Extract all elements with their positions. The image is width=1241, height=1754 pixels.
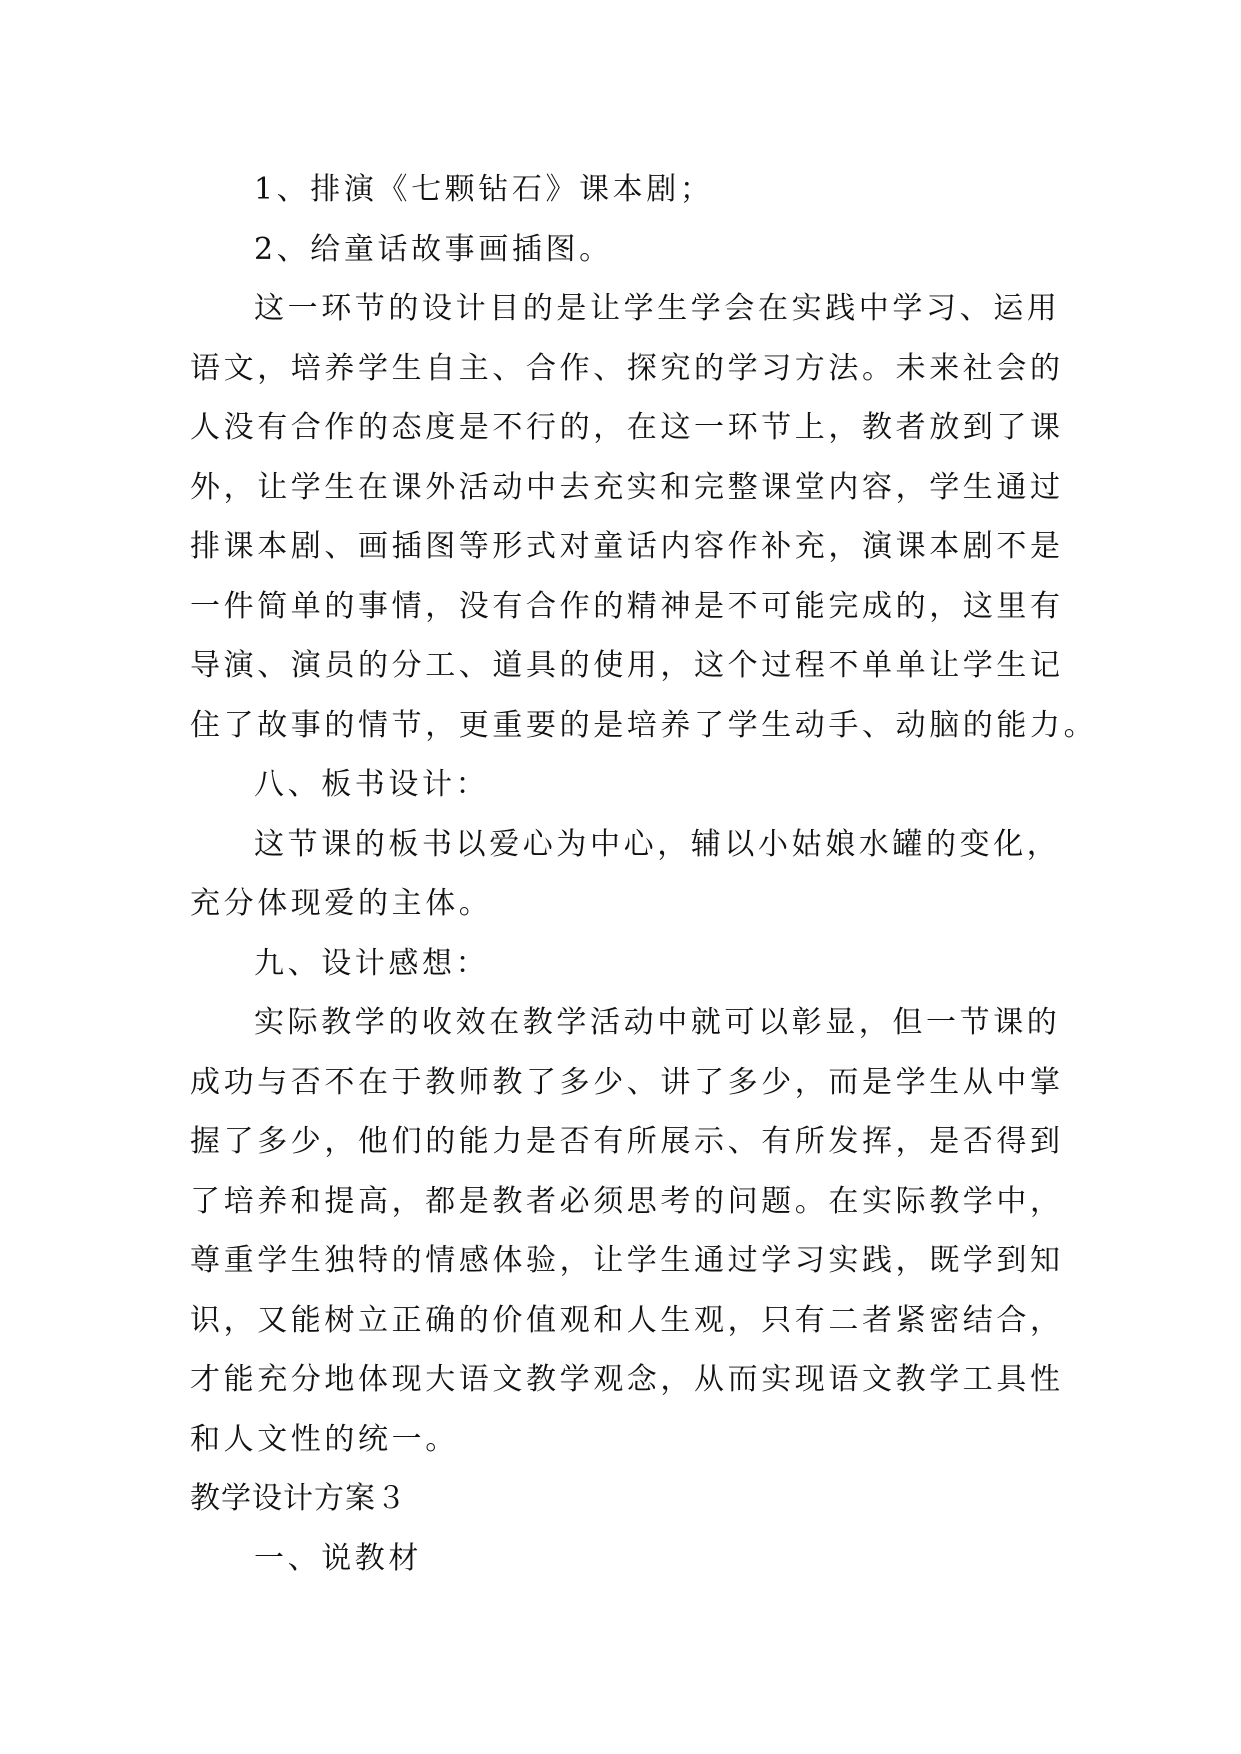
document-body [190,160,1098,1588]
paragraph-line: 了培养和提高，都是教者必须思考的问题。在实际教学中， [190,1183,1064,1219]
paragraph-line: 识，又能树立正确的价值观和人生观，只有二者紧密结合， [190,1302,1064,1338]
paragraph-line: 外，让学生在课外活动中去充实和完整课堂内容，学生通过 [190,469,1064,505]
paragraph-line: 排课本剧、画插图等形式对童话内容作补充，演课本剧不是 [190,529,1064,564]
section-heading-design-reflection: 九、设计感想： [254,945,490,981]
paragraph-line: 尊重学生独特的情感体验，让学生通过学习实践，既学到知 [190,1243,1064,1278]
list-item-rehearse-play: 1、排演《七颗钻石》课本剧； [254,172,714,207]
paragraph-line: 住了故事的情节，更重要的是培养了学生动手、动脑的能力。 [190,707,1098,743]
paragraph-line: 这节课的板书以爱心为中心，辅以小姑娘水罐的变化， [254,826,1061,862]
paragraph-line: 一件简单的事情，没有合作的精神是不可能完成的，这里有 [190,588,1064,624]
paragraph-line: 握了多少，他们的能力是否有所展示、有所发挥，是否得到 [190,1124,1064,1159]
list-item-draw-illustrations: 2、给童话故事画插图。 [254,231,613,267]
paragraph-line: 导演、演员的分工、道具的使用，这个过程不单单让学生记 [190,648,1064,683]
paragraph-line: 成功与否不在于教师教了多少、讲了多少，而是学生从中掌 [190,1064,1064,1100]
paragraph-line: 这一环节的设计目的是让学生学会在实践中学习、运用 [254,291,1061,326]
section-heading-blackboard-design: 八、板书设计： [254,767,490,802]
paragraph-line: 才能充分地体现大语文教学观念，从而实现语文教学工具性 [190,1362,1064,1397]
paragraph-line: 实际教学的收效在教学活动中就可以彰显，但一节课的 [254,1005,1061,1040]
paragraph-line: 充分体现爱的主体。 [190,886,493,921]
paragraph-line: 和人文性的统一。 [190,1421,459,1457]
section-heading-textbook: 一、说教材 [254,1540,422,1576]
paragraph-line: 语文，培养学生自主、合作、探究的学习方法。未来社会的 [190,350,1064,386]
paragraph-line: 人没有合作的态度是不行的，在这一环节上，教者放到了课 [190,410,1064,445]
document-title-plan-3: 教学设计方案３ [190,1481,407,1516]
